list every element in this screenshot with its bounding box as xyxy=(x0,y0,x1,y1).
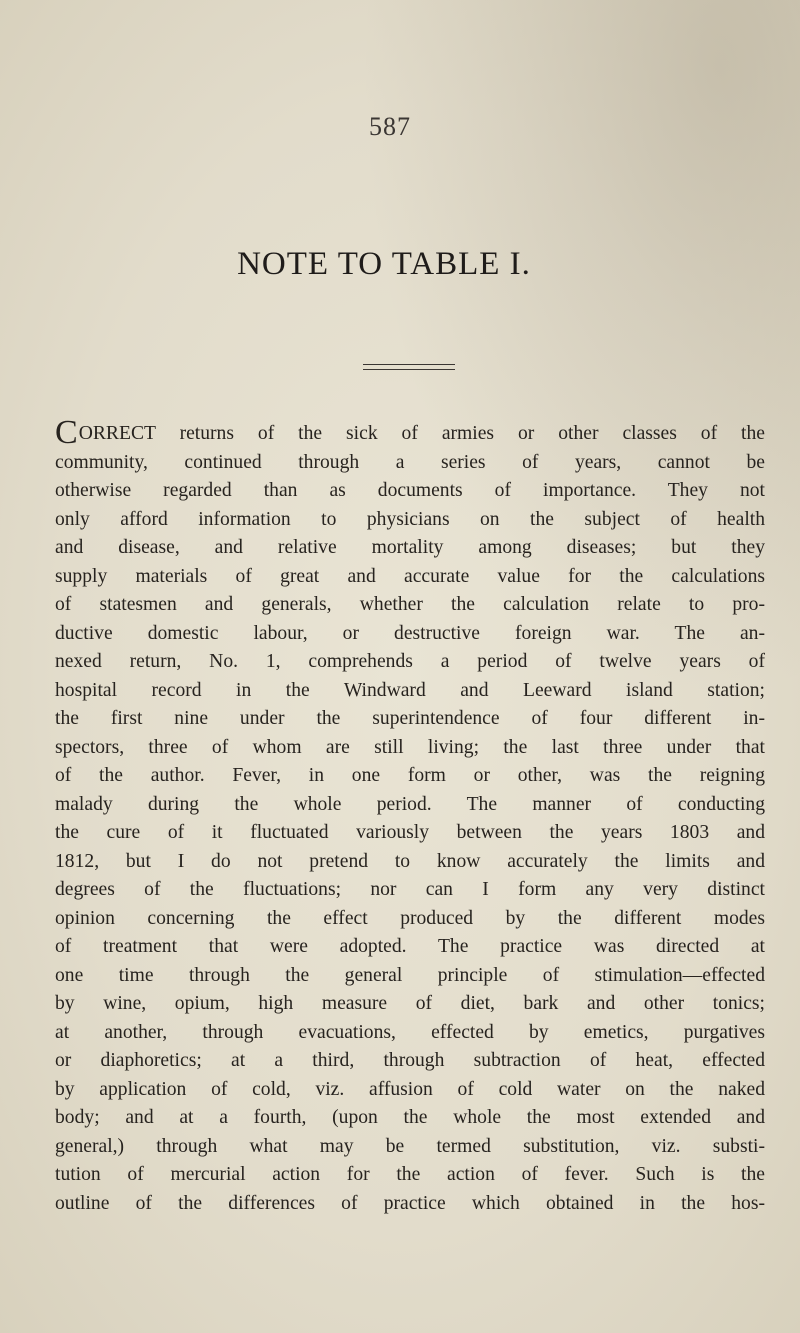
text-line: nexed return, No. 1, comprehends a period of twelve years of xyxy=(55,651,765,672)
text-line: the first nine under the superintendence of four different in- xyxy=(55,708,765,729)
page-number: 587 xyxy=(369,112,411,141)
text-line: malady during the whole period. The manner of conducting xyxy=(55,793,765,815)
text-line: or diaphoretics; at a third, through subtraction of heat, effected xyxy=(55,1050,765,1071)
text-line: one time through the general principle of stimulation—effected xyxy=(55,964,765,986)
drop-cap: C xyxy=(55,420,78,449)
text-line: of the author. Fever, in one form or other, was the reigning xyxy=(55,765,765,786)
text-line: of treatment that were adopted. The practice was directed at xyxy=(55,936,765,957)
page-title: NOTE TO TABLE I. xyxy=(237,246,531,282)
text-line xyxy=(55,420,765,449)
text-line: and disease, and relative mortality among diseases; but they xyxy=(55,537,765,558)
body-paragraph xyxy=(55,420,765,1218)
text-line: otherwise regarded than as documents of importance. They not xyxy=(55,480,765,501)
text-line: ductive domestic labour, or destructive foreign war. The an- xyxy=(55,622,765,644)
text-line: at another, through evacuations, effected by emetics, purgatives xyxy=(55,1021,765,1043)
text-line: hospital record in the Windward and Leeward island station; xyxy=(55,679,765,701)
text-line-content: ORRECT returns of the sick of armies or other classes of the xyxy=(78,423,765,444)
text-line: community, continued through a series of years, cannot be xyxy=(55,451,765,473)
text-line: body; and at a fourth, (upon the whole the most extended and xyxy=(55,1107,765,1128)
text-line: spectors, three of whom are still living; the last three under that xyxy=(55,736,765,758)
text-line: degrees of the fluctuations; nor can I form any very distinct xyxy=(55,879,765,900)
text-line: by application of cold, viz. affusion of cold water on the naked xyxy=(55,1078,765,1100)
text-line: outline of the differences of practice which obtained in the hos- xyxy=(55,1192,765,1214)
text-line: only afford information to physicians on the subject of health xyxy=(55,508,765,530)
text-line: by wine, opium, high measure of diet, bark and other tonics; xyxy=(55,993,765,1014)
text-line: opinion concerning the effect produced by the different modes xyxy=(55,907,765,929)
text-line: supply materials of great and accurate value for the calculations xyxy=(55,565,765,587)
heading-rule-double xyxy=(363,369,455,370)
text-line: 1812, but I do not pretend to know accurately the limits and xyxy=(55,850,765,872)
heading-rule xyxy=(363,364,455,365)
text-line: of statesmen and generals, whether the calculation relate to pro- xyxy=(55,594,765,615)
text-line: the cure of it fluctuated variously between the years 1803 and xyxy=(55,822,765,843)
text-line: general,) through what may be termed substitution, viz. substi- xyxy=(55,1135,765,1157)
text-line: tution of mercurial action for the action of fever. Such is the xyxy=(55,1164,765,1185)
